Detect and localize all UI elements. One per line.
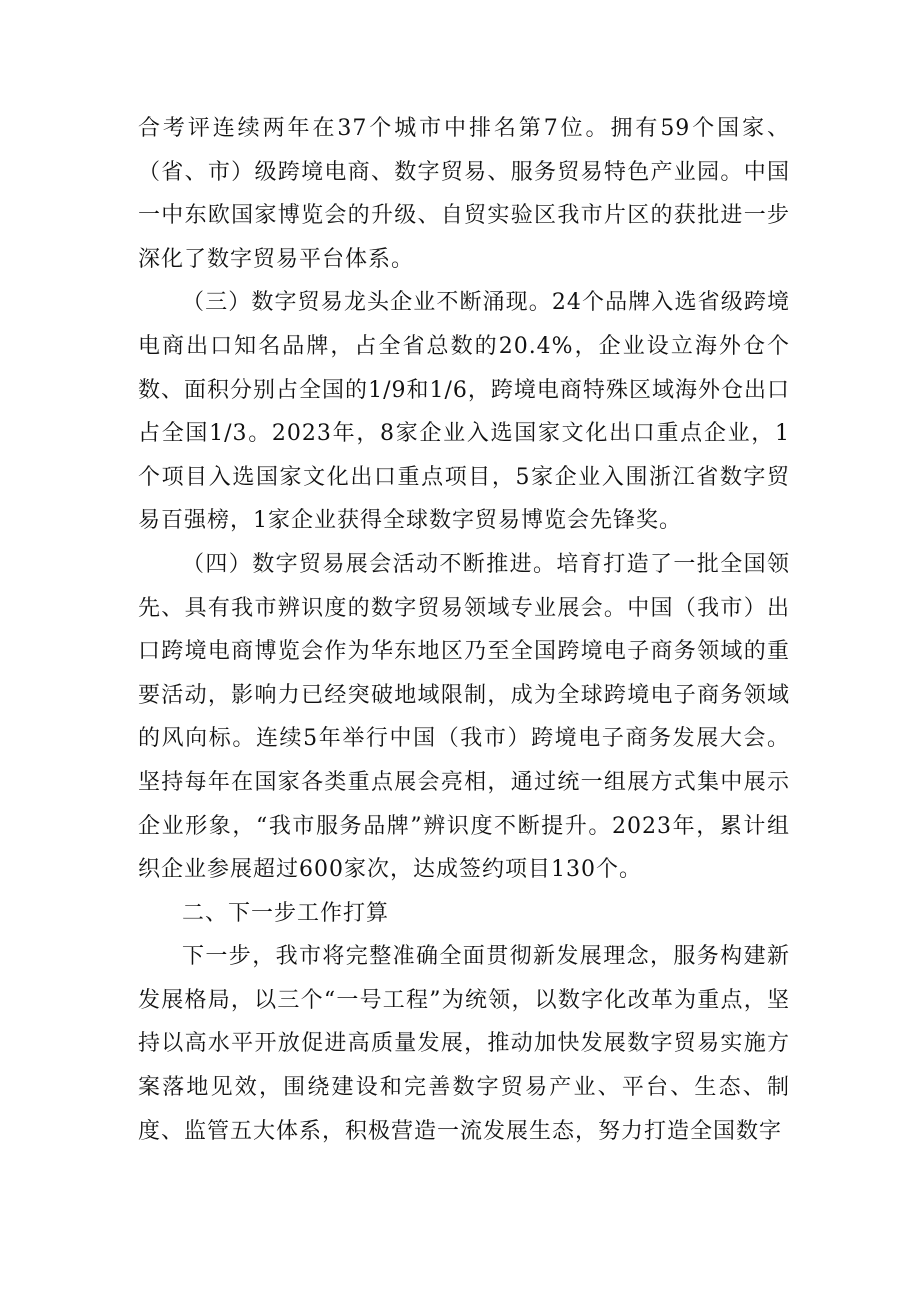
paragraph-leading-enterprises: （三）数字贸易龙头企业不断涌现。24个品牌入选省级跨境电商出口知名品牌，占全省总数的20.4%，企业设立海外仓个数、面积分别占全国的1/9和1/6，跨境电商特殊区域海外仓出口占全国1/3。2023年，8家企业入选国家文化出口重点企业，1个项目入选国家文化出口重点项目，5家企业入围浙江省数字贸易百强榜，1家企业获得全球数字贸易博览会先锋奖。 <box>138 290 790 534</box>
paragraph-platform-system: 合考评连续两年在37个城市中排名第7位。拥有59个国家、（省、市）级跨境电商、数字贸易、服务贸易特色产业园。中国一中东欧国家博览会的升级、自贸实验区我市片区的获批进一步深化了数字贸易平台体系。 <box>138 116 790 272</box>
paragraph-exhibitions: （四）数字贸易展会活动不断推进。培育打造了一批全国领先、具有我市辨识度的数字贸易领域专业展会。中国（我市）出口跨境电商博览会作为华东地区乃至全国跨境电子商务领域的重要活动，影响力已经突破地域限制，成为全球跨境电子商务领域的风向标。连续5年举行中国（我市）跨境电子商务发展大会。坚持每年在国家各类重点展会亮相，通过统一组展方式集中展示企业形象，“我市服务品牌”辨识度不断提升。2023年，累计组织企业参展超过600家次，达成签约项目130个。 <box>138 551 790 883</box>
section-heading-next-steps: 二、下一步工作打算 <box>182 900 390 926</box>
paragraph-next-steps: 下一步，我市将完整准确全面贯彻新发展理念，服务构建新发展格局，以三个“一号工程”为统领，以数字化改革为重点，坚持以高水平开放促进高质量发展，推动加快发展数字贸易实施方案落地见效，围绕建设和完善数字贸易产业、平台、生态、制度、监管五大体系，积极营造一流发展生态，努力打造全国数字 <box>138 944 790 1144</box>
document-body <box>138 107 790 1153</box>
